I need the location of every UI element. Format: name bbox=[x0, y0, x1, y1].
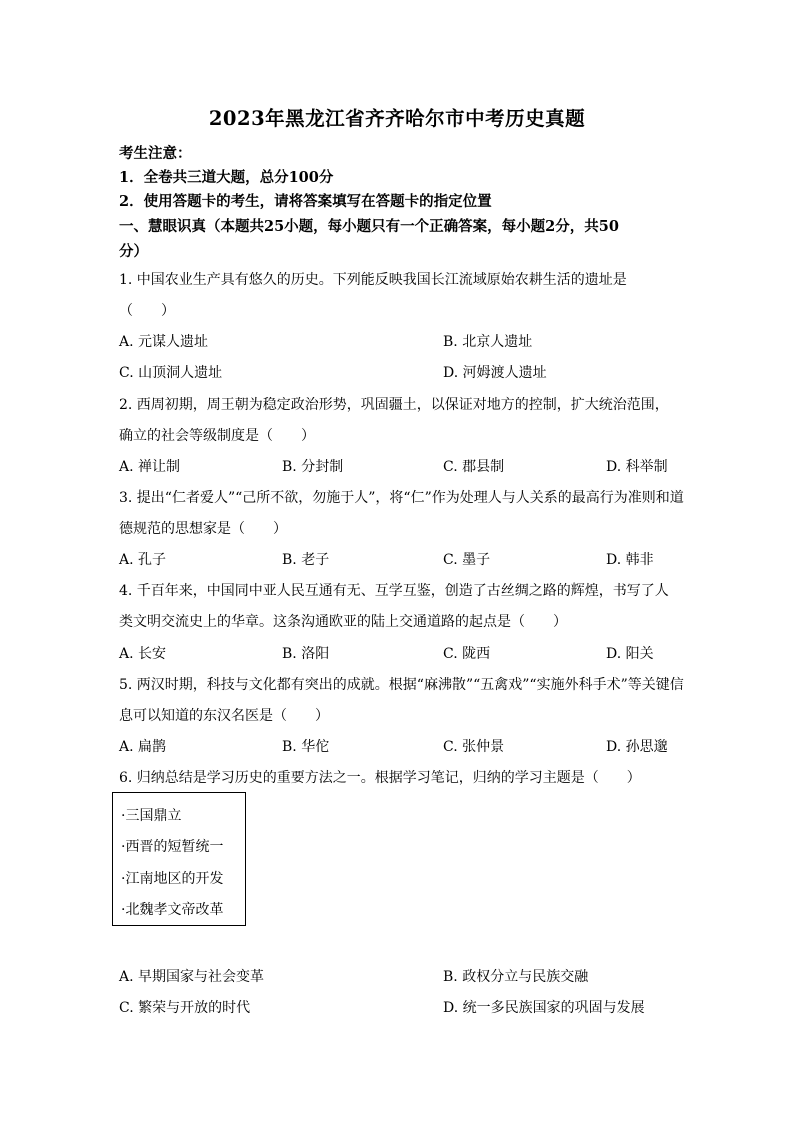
question-5-stem-cont: 息可以知道的东汉名医是（ ） bbox=[119, 708, 329, 724]
study-note-item: ·三国鼎立 bbox=[121, 808, 182, 824]
page-title: 2023年黑龙江省齐齐哈尔市中考历史真题 bbox=[208, 107, 586, 130]
question-5-option-d[interactable]: D. 孙思邈 bbox=[606, 739, 668, 755]
study-note-item: ·江南地区的开发 bbox=[121, 871, 224, 887]
question-3-stem-cont: 德规范的思想家是（ ） bbox=[119, 521, 287, 537]
question-4-option-d[interactable]: D. 阳关 bbox=[606, 646, 654, 662]
question-5-stem: 5. 两汉时期，科技与文化都有突出的成就。根据“麻沸散”“五禽戏”“实施外科手术”等关键信 bbox=[119, 677, 684, 693]
notice-item: 1．全卷共三道大题，总分100分 bbox=[119, 169, 334, 186]
question-3-option-b[interactable]: B. 老子 bbox=[282, 552, 330, 568]
question-3-option-a[interactable]: A. 孔子 bbox=[119, 552, 167, 568]
question-1-option-a[interactable]: A. 元谋人遗址 bbox=[119, 334, 209, 350]
study-note-item: ·西晋的短暂统一 bbox=[121, 839, 224, 855]
study-notes-box bbox=[112, 792, 246, 926]
question-4-option-a[interactable]: A. 长安 bbox=[119, 646, 167, 662]
question-6-stem: 6. 归纳总结是学习历史的重要方法之一。根据学习笔记，归纳的学习主题是（ ） bbox=[119, 770, 641, 786]
question-4-stem: 4. 千百年来，中国同中亚人民互通有无、互学互鉴，创造了古丝绸之路的辉煌，书写了人 bbox=[119, 583, 669, 599]
question-6-option-c[interactable]: C. 繁荣与开放的时代 bbox=[119, 1000, 251, 1016]
question-2-option-c[interactable]: C. 郡县制 bbox=[443, 459, 505, 475]
question-3-option-c[interactable]: C. 墨子 bbox=[443, 552, 491, 568]
question-5-option-a[interactable]: A. 扁鹊 bbox=[119, 739, 167, 755]
question-4-stem-cont: 类文明交流史上的华章。这条沟通欧亚的陆上交通道路的起点是（ ） bbox=[119, 614, 567, 630]
question-2-stem-cont: 确立的社会等级制度是（ ） bbox=[119, 428, 315, 444]
question-2-option-b[interactable]: B. 分封制 bbox=[282, 459, 344, 475]
question-1-stem: 1. 中国农业生产具有悠久的历史。下列能反映我国长江流域原始农耕生活的遗址是 bbox=[119, 272, 627, 288]
question-3-stem: 3. 提出“仁者爱人”“己所不欲，勿施于人”，将“仁”作为处理人与人关系的最高行为准则和道 bbox=[119, 490, 684, 506]
section-heading-cont: 分） bbox=[119, 243, 148, 260]
question-1-option-d[interactable]: D. 河姆渡人遗址 bbox=[443, 365, 547, 381]
question-6-option-b[interactable]: B. 政权分立与民族交融 bbox=[443, 969, 589, 985]
question-2-option-d[interactable]: D. 科举制 bbox=[606, 459, 668, 475]
question-2-option-a[interactable]: A. 禅让制 bbox=[119, 459, 181, 475]
question-1-stem-cont: （ ） bbox=[119, 303, 175, 319]
question-4-option-c[interactable]: C. 陇西 bbox=[443, 646, 491, 662]
question-4-option-b[interactable]: B. 洛阳 bbox=[282, 646, 330, 662]
question-1-option-c[interactable]: C. 山顶洞人遗址 bbox=[119, 365, 223, 381]
question-5-option-b[interactable]: B. 华佗 bbox=[282, 739, 330, 755]
study-note-item: ·北魏孝文帝改革 bbox=[121, 902, 224, 918]
question-6-option-d[interactable]: D. 统一多民族国家的巩固与发展 bbox=[443, 1000, 645, 1016]
question-1-option-b[interactable]: B. 北京人遗址 bbox=[443, 334, 533, 350]
question-5-option-c[interactable]: C. 张仲景 bbox=[443, 739, 505, 755]
section-heading: 一、慧眼识真（本题共25小题，每小题只有一个正确答案，每小题2分，共50 bbox=[119, 218, 619, 235]
question-3-option-d[interactable]: D. 韩非 bbox=[606, 552, 654, 568]
notice-item: 2．使用答题卡的考生，请将答案填写在答题卡的指定位置 bbox=[119, 193, 492, 210]
question-2-stem: 2. 西周初期，周王朝为稳定政治形势，巩固疆土，以保证对地方的控制，扩大统治范围， bbox=[119, 397, 669, 413]
notice-heading: 考生注意： bbox=[119, 145, 192, 162]
question-6-option-a[interactable]: A. 早期国家与社会变革 bbox=[119, 969, 265, 985]
